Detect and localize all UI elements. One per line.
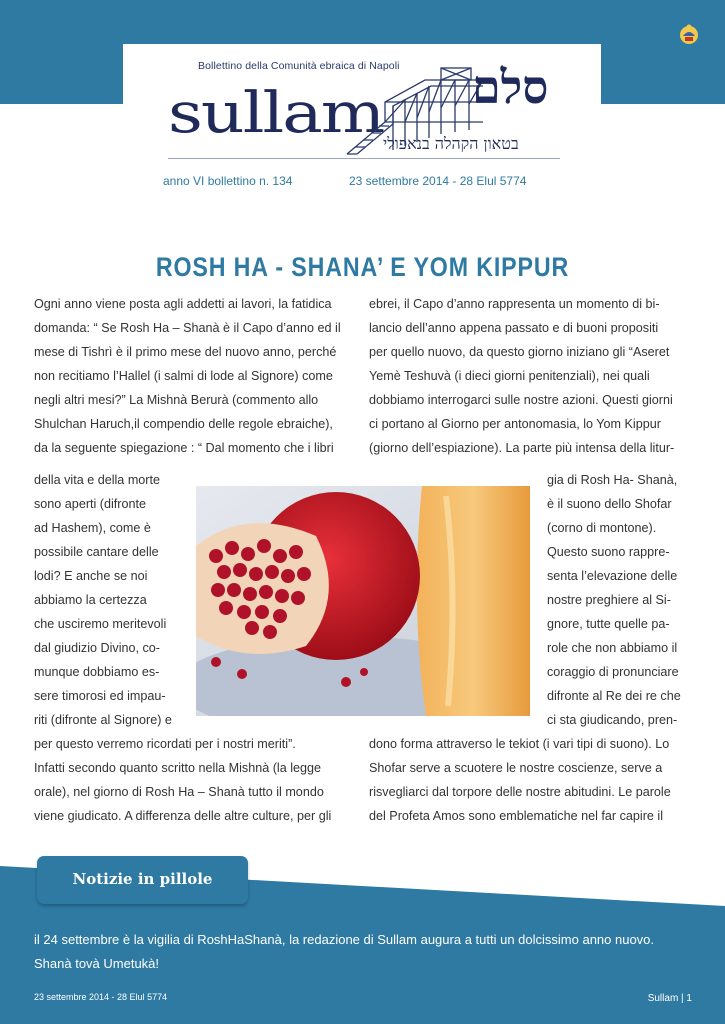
logo-hebrew: סלם bbox=[472, 60, 549, 114]
article-line: orale), nel giorno di Rosh Ha – Shanà tutto il mondo bbox=[34, 785, 324, 799]
article-line: ci portano al Giorno per antonomasia, lo Yom Kippur bbox=[369, 417, 661, 431]
article-line: Questo suono rappre- bbox=[547, 545, 670, 559]
article-line: è il suono dello Shofar bbox=[547, 497, 672, 511]
article-line: viene giudicato. A differenza delle altre culture, per gli bbox=[34, 809, 332, 823]
article-line: munque dobbiamo es- bbox=[34, 665, 160, 679]
issue-date: 23 settembre 2014 - 28 Elul 5774 bbox=[349, 174, 527, 188]
article-line: da la seguente spiegazione : “ Dal momento che i libri bbox=[34, 441, 334, 455]
article-line: risvegliarci dal torpore delle nostre abitudini. Le parole bbox=[369, 785, 671, 799]
article-line: nostre preghiere al Si- bbox=[547, 593, 671, 607]
article-line: riti (difronte al Signore) e bbox=[34, 713, 172, 727]
article-line: gia di Rosh Ha- Shanà, bbox=[547, 473, 678, 487]
masthead-rule bbox=[168, 158, 560, 159]
article-line: ci sta giudicando, pren- bbox=[547, 713, 678, 727]
article-line: senta l’elevazione delle bbox=[547, 569, 678, 583]
pomegranate-honey-photo bbox=[196, 486, 530, 716]
hebrew-subtitle: בטאון הקהלה בנאפולי bbox=[383, 134, 519, 153]
article-line: lodi? E anche se noi bbox=[34, 569, 148, 583]
article-line: per questo verremo ricordati per i nostri meriti”. bbox=[34, 737, 296, 751]
article-line: dono forma attraverso le tekiot (i vari tipi di suono). Lo bbox=[369, 737, 670, 751]
news-section-tab bbox=[37, 856, 248, 904]
article-line: ebrei, il Capo d’anno rappresenta un momento di bi- bbox=[369, 297, 660, 311]
article-line: non recitiamo l’Hallel (i salmi di lode al Signore) come bbox=[34, 369, 333, 383]
article-line: sono aperti (difronte bbox=[34, 497, 147, 511]
article-line: (corno di montone). bbox=[547, 521, 657, 535]
article-line: gnore, tutte quelle pa- bbox=[547, 617, 670, 631]
article-line: domanda: “ Se Rosh Ha – Shanà è il Capo d’anno ed il bbox=[34, 321, 341, 335]
article-line: Shofar serve a scuotere le nostre coscienze, serve a bbox=[369, 761, 663, 775]
article-line: Ogni anno viene posta agli addetti ai lavori, la fatidica bbox=[34, 297, 332, 311]
article-line: negli altri mesi?” La Mishnà Berurà (commento allo bbox=[34, 393, 319, 407]
article-title: ROSH HA - SHANA’ E YOM KIPPUR bbox=[155, 252, 570, 283]
masthead-subtitle: Bollettino della Comunità ebraica di Napoli bbox=[198, 60, 400, 72]
article-line: mese di Tishrì è il primo mese del nuovo anno, perché bbox=[34, 345, 337, 359]
article-line: sere timorosi ed impau- bbox=[34, 689, 166, 703]
article-line: lancio dell’anno appena passato e di buoni propositi bbox=[369, 321, 659, 335]
article-line: Infatti secondo quanto scritto nella Mishnà (la legge bbox=[34, 761, 322, 775]
article-line: dobbiamo interrogarci sulle nostre azioni. Questi giorni bbox=[369, 393, 673, 407]
news-section-label: Notizie in pillole bbox=[72, 870, 213, 888]
article-line: Yemè Teshuvà (i dieci giorni penitenziali), nei quali bbox=[369, 369, 650, 383]
issue-number: anno VI bollettino n. 134 bbox=[163, 174, 293, 188]
article-line: role che non abbiamo il bbox=[547, 641, 678, 655]
article-line: coraggio di pronunciare bbox=[547, 665, 679, 679]
article-line: del Profeta Amos sono emblematiche nel far capire il bbox=[369, 809, 664, 823]
article-line: che usciremo meritevoli bbox=[34, 617, 167, 631]
article-line: possibile cantare delle bbox=[34, 545, 159, 559]
footer-page-number: Sullam | 1 bbox=[647, 993, 692, 1004]
logo-sullam: sullam bbox=[168, 81, 384, 146]
article-line: ad Hashem), come è bbox=[34, 521, 151, 535]
article-line: Shulchan Haruch,il compendio delle regole ebraiche), bbox=[34, 417, 333, 431]
news-text-line-1: il 24 settembre è la vigilia di RoshHaShanà, la redazione di Sullam augura a tutti un dolcissimo anno nuovo. bbox=[34, 932, 655, 947]
article-line: abbiamo la certezza bbox=[34, 593, 147, 607]
footer-date: 23 settembre 2014 - 28 Elul 5774 bbox=[34, 992, 168, 1002]
article-line: della vita e della morte bbox=[34, 473, 161, 487]
article-line: (giorno dell’espiazione). La parte più intensa della litur- bbox=[369, 441, 675, 455]
article-line: dal giudizio Divino, co- bbox=[34, 641, 160, 655]
community-emblem-icon bbox=[676, 22, 702, 46]
news-text-line-2: Shanà tovà Umetukà! bbox=[34, 956, 160, 971]
article-line: per quello nuovo, da questo giorno iniziano gli “Aseret bbox=[369, 345, 670, 359]
article-line: difronte al Re dei re che bbox=[547, 689, 681, 703]
